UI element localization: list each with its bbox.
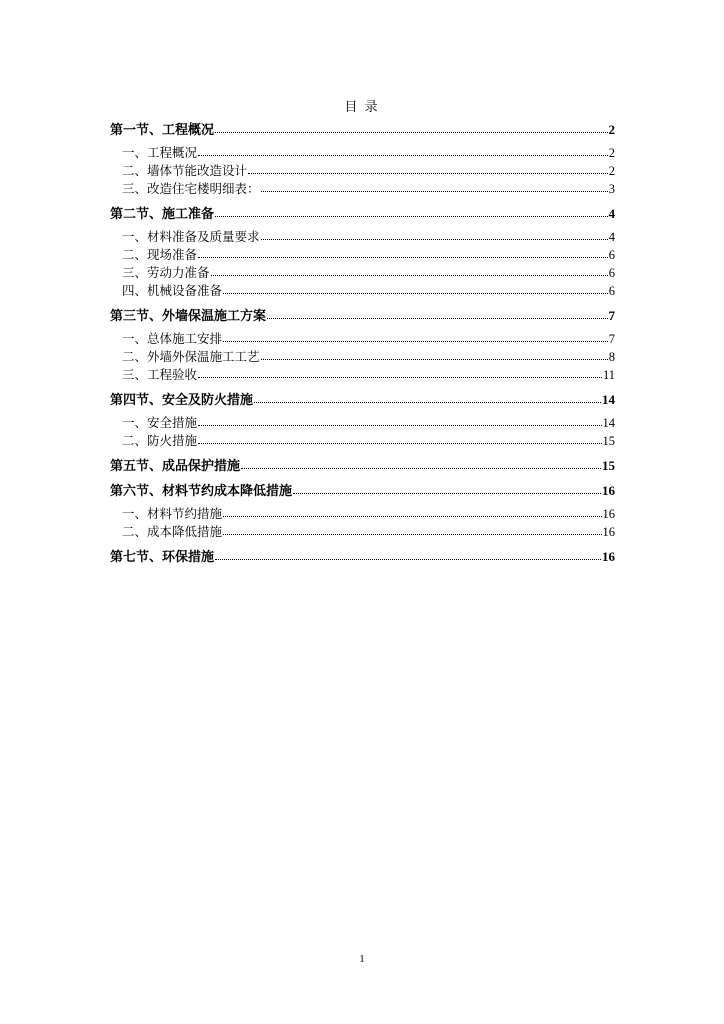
toc-entry-label: 第六节、材料节约成本降低措施 <box>110 483 293 498</box>
toc-entry-label: 第四节、安全及防火措施 <box>110 392 254 407</box>
toc-subsection-entry[interactable] <box>110 180 615 198</box>
toc-entry-label: 三、劳动力准备 <box>122 266 210 280</box>
toc-entry-label: 第五节、成品保护措施 <box>110 458 241 473</box>
toc-entry-page: 14 <box>602 416 615 430</box>
toc-dot-leader <box>261 238 608 240</box>
toc-subsection-entry[interactable] <box>110 228 615 246</box>
toc-subsection-entry[interactable] <box>110 246 615 264</box>
toc-subsection-entry[interactable] <box>110 505 615 523</box>
toc-subsection-entry[interactable] <box>110 414 615 432</box>
toc-subsection-entry[interactable] <box>110 264 615 282</box>
toc-entry-label: 二、外墙外保温施工工艺 <box>122 350 260 364</box>
toc-dot-leader <box>215 215 607 217</box>
toc-subsection-entry[interactable] <box>110 144 615 162</box>
toc-entry-page: 6 <box>608 248 615 262</box>
toc-entry-page: 11 <box>602 368 615 382</box>
toc-section-entry[interactable] <box>110 481 615 500</box>
toc-entry-page: 15 <box>602 458 615 473</box>
toc-entry-page: 16 <box>602 525 615 539</box>
toc-entry-label: 第二节、施工准备 <box>110 206 215 221</box>
toc-entry-label: 二、现场准备 <box>122 248 198 262</box>
toc-dot-leader <box>293 492 601 494</box>
toc-dot-leader <box>198 154 608 156</box>
toc-subsection-entry[interactable] <box>110 348 615 366</box>
toc-entry-page: 2 <box>608 146 615 160</box>
toc-entry-label: 一、工程概况 <box>122 146 198 160</box>
toc-section-entry[interactable] <box>110 456 615 475</box>
toc-entry-page: 3 <box>608 182 615 196</box>
toc-entry-label: 二、成本降低措施 <box>122 525 223 539</box>
toc-entry-page: 16 <box>602 507 615 521</box>
toc-dot-leader <box>261 190 608 192</box>
toc-entry-page: 16 <box>602 549 615 564</box>
toc-entry-page: 6 <box>608 266 615 280</box>
toc-dot-leader <box>211 274 608 276</box>
toc-entry-label: 一、材料准备及质量要求 <box>122 230 260 244</box>
toc-section-entry[interactable] <box>110 204 615 223</box>
toc-dot-leader <box>267 317 607 319</box>
toc-subsection-entry[interactable] <box>110 432 615 450</box>
toc-section-entry[interactable] <box>110 390 615 409</box>
toc-subsection-entry[interactable] <box>110 330 615 348</box>
toc-entry-page: 2 <box>608 122 615 137</box>
toc-dot-leader <box>198 424 601 426</box>
toc-entry-page: 15 <box>602 434 615 448</box>
toc-entry-page: 16 <box>602 483 615 498</box>
toc-entry-label: 第一节、工程概况 <box>110 122 215 137</box>
toc-entry-page: 8 <box>608 350 615 364</box>
toc-entry-page: 7 <box>608 308 615 323</box>
toc-subsection-entry[interactable] <box>110 366 615 384</box>
toc-subsection-entry[interactable] <box>110 162 615 180</box>
toc-section-entry[interactable] <box>110 306 615 325</box>
toc-dot-leader <box>223 292 608 294</box>
toc-dot-leader <box>215 558 601 560</box>
toc-entry-page: 14 <box>602 392 615 407</box>
toc-subsection-entry[interactable] <box>110 282 615 300</box>
toc-dot-leader <box>198 256 608 258</box>
toc-dot-leader <box>254 401 601 403</box>
toc-entry-label: 二、防火措施 <box>122 434 198 448</box>
page-number: 1 <box>359 953 365 965</box>
toc-entry-label: 一、安全措施 <box>122 416 198 430</box>
toc-entry-page: 4 <box>608 206 615 221</box>
toc-dot-leader <box>241 467 601 469</box>
toc-entry-page: 2 <box>608 164 615 178</box>
toc-title: 目 录 <box>344 99 380 114</box>
toc-dot-leader <box>223 340 608 342</box>
toc-entry-label: 第三节、外墙保温施工方案 <box>110 308 267 323</box>
toc-entry-label: 一、材料节约措施 <box>122 507 223 521</box>
table-of-contents <box>110 120 615 571</box>
toc-entry-label: 三、改造住宅楼明细表： <box>122 182 260 196</box>
toc-entry-page: 6 <box>608 284 615 298</box>
toc-dot-leader <box>223 515 601 517</box>
toc-subsection-entry[interactable] <box>110 523 615 541</box>
toc-entry-page: 4 <box>608 230 615 244</box>
toc-dot-leader <box>198 376 602 378</box>
toc-entry-label: 一、总体施工安排 <box>122 332 223 346</box>
toc-entry-page: 7 <box>608 332 615 346</box>
toc-entry-label: 第七节、环保措施 <box>110 549 215 564</box>
toc-section-entry[interactable] <box>110 120 615 139</box>
toc-dot-leader <box>248 172 608 174</box>
toc-entry-label: 二、墙体节能改造设计 <box>122 164 248 178</box>
toc-dot-leader <box>198 442 601 444</box>
toc-section-entry[interactable] <box>110 547 615 566</box>
toc-entry-label: 四、机械设备准备 <box>122 284 223 298</box>
toc-dot-leader <box>223 533 601 535</box>
toc-entry-label: 三、工程验收 <box>122 368 198 382</box>
toc-dot-leader <box>215 131 607 133</box>
toc-dot-leader <box>261 358 608 360</box>
